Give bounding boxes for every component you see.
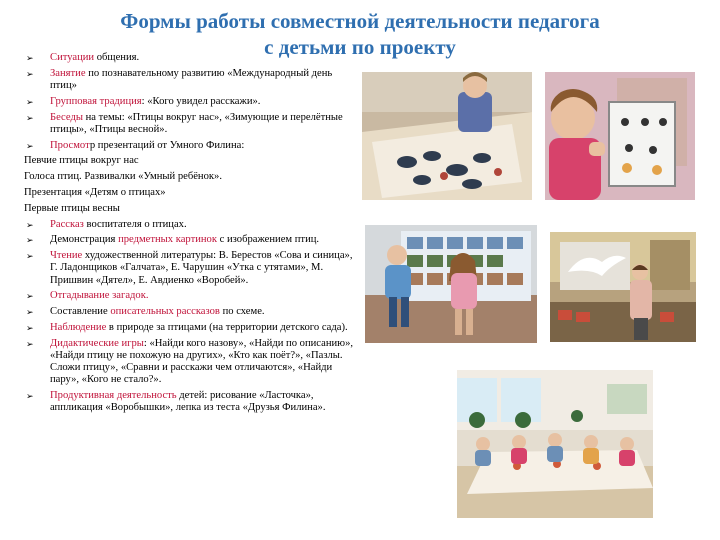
title-line-2: с детьми по проекту <box>264 35 456 59</box>
list-item: Певчие птицы вокруг нас <box>24 155 139 167</box>
list-item: ➢ Беседы на темы: «Птицы вокруг нас», «Зимующие и перелётные птицы», «Птицы весной». <box>26 111 343 135</box>
list-item: Первые птицы весны <box>24 202 120 214</box>
photo-girl-board <box>545 72 695 200</box>
arrow-bullet-icon: ➢ <box>26 307 34 318</box>
arrow-bullet-icon: ➢ <box>26 68 34 79</box>
list-item: ➢ Просмотр презентаций от Умного Филина: <box>26 139 245 151</box>
list-item: ➢ Ситуации общения. <box>26 52 140 63</box>
photo-children-stand <box>365 225 537 343</box>
photo-boy-bird-cards <box>362 72 532 200</box>
arrow-bullet-icon: ➢ <box>26 140 34 151</box>
arrow-bullet-icon: ➢ <box>26 235 34 246</box>
photo-teacher-presentation <box>550 232 696 342</box>
arrow-bullet-icon: ➢ <box>26 53 34 63</box>
arrow-bullet-icon: ➢ <box>26 112 34 123</box>
arrow-bullet-icon: ➢ <box>26 291 34 302</box>
list-item: ➢ Демонстрация предметных картинок с изображением птиц. <box>26 234 320 246</box>
title-line-1: Формы работы совместной деятельности педагога <box>120 9 600 33</box>
list-item: ➢ Продуктивная деятельность детей: рисование «Ласточка», аппликация «Воробышки», лепка из теста «Друзья Филина». <box>26 390 326 414</box>
arrow-bullet-icon: ➢ <box>26 251 34 262</box>
arrow-bullet-icon: ➢ <box>26 338 34 349</box>
list-item: ➢ Наблюдение в природе за птицами (на территории детского сада). <box>26 321 348 333</box>
list-item: ➢ Занятие по познавательному развитию «Международный день птиц» <box>26 67 333 91</box>
list-item: ➢ Групповая традиция: «Кого увидел расскажи». <box>26 95 261 107</box>
list-item: Презентация «Детям о птицах» <box>24 186 166 198</box>
activity-list <box>22 52 356 418</box>
photo-children-tables <box>457 370 653 518</box>
list-item: Голоса птиц. Развивалки «Умный ребёнок». <box>24 171 222 183</box>
arrow-bullet-icon: ➢ <box>26 96 34 107</box>
arrow-bullet-icon: ➢ <box>26 391 34 402</box>
list-item: ➢ Составление описательных рассказов по схеме. <box>26 306 265 318</box>
arrow-bullet-icon: ➢ <box>26 219 34 230</box>
list-item: ➢ Отгадывание загадок. <box>26 290 149 302</box>
list-item: ➢ Чтение художественной литературы: В. Берестов «Сова и синица», Г. Ладонщиков «Галчата», Е. Чарушин «Утка с утятами», М. Пришвин «Дятел», Е. Авдиенко «Воробей». <box>26 250 353 286</box>
list-item: ➢ Рассказ воспитателя о птицах. <box>26 218 187 230</box>
list-item: ➢ Дидактические игры: «Найди кого назову», «Найди по описанию», «Найди птицу не похожую на других», «Кто как поёт?», «Пазлы. Сложи птицу», «Сравни и расскажи чем отличаются», «Найди пару», «Кого не стало?». <box>26 337 354 386</box>
arrow-bullet-icon: ➢ <box>26 322 34 333</box>
